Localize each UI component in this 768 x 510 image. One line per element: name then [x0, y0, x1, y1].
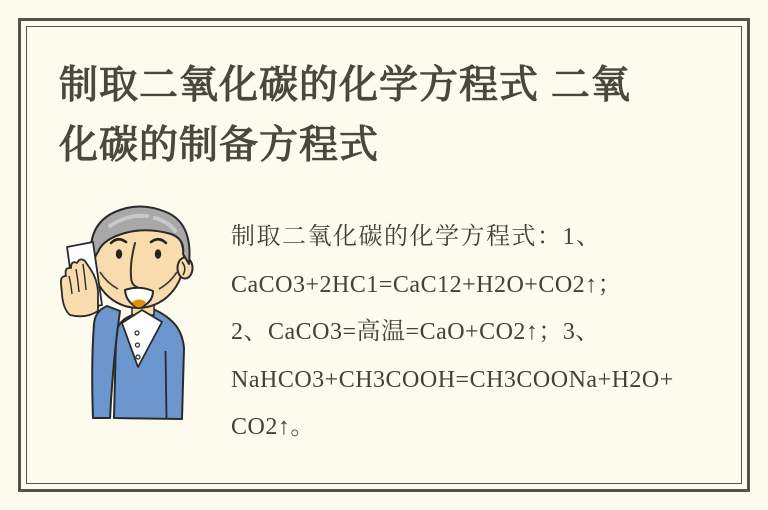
- elderly-man-illustration: [48, 188, 218, 428]
- title-line-2: 化碳的制备方程式: [59, 124, 380, 167]
- body-line-2: CaCO3+2HC1=CaC12+H2O+CO2↑；: [231, 271, 623, 298]
- shirt-button: [135, 331, 139, 335]
- article-body: [231, 214, 674, 452]
- body-line-5: CO2↑。: [231, 414, 315, 440]
- body-line-1: 制取二氧化碳的化学方程式：1、: [231, 224, 602, 250]
- eye-left: [116, 249, 122, 259]
- page-title: [59, 56, 719, 176]
- sweater-arm-seam: [166, 351, 167, 418]
- shirt-button: [136, 343, 140, 347]
- body-line-4: NaHCO3+CH3COOH=CH3COONa+H2O+: [231, 366, 674, 393]
- eye-right: [155, 249, 161, 259]
- elderly-man-svg: [48, 188, 218, 428]
- title-line-1: 制取二氧化碳的化学方程式 二氧: [59, 64, 631, 107]
- body-line-3: 2、CaCO3=高温=CaO+CO2↑；3、: [231, 319, 600, 345]
- shirt-button: [136, 355, 140, 359]
